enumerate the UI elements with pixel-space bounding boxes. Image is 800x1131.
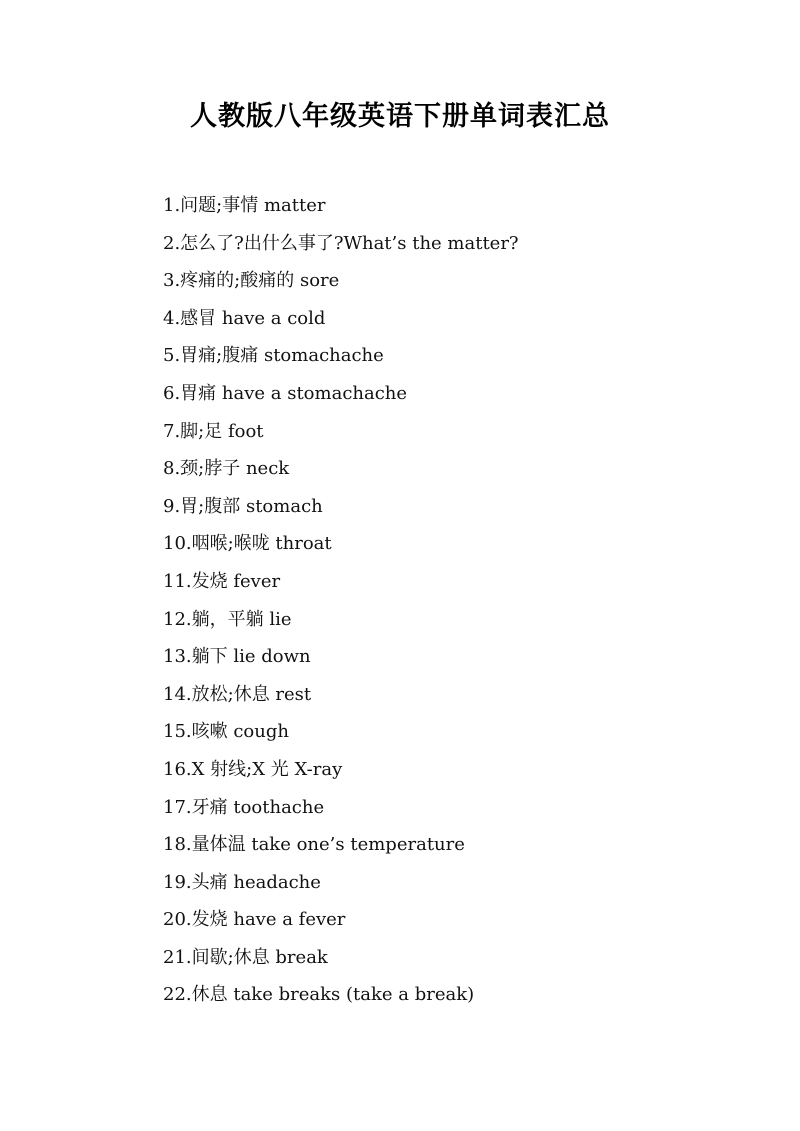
vocab-entry: 18.量体温 take one’s temperature [163, 834, 465, 856]
vocab-entry: 2.怎么了?出什么事了?What’s the matter? [163, 232, 519, 254]
vocab-entry: 12.躺，平躺 lie [163, 608, 292, 630]
vocab-entry: 8.颈;脖子 neck [163, 458, 290, 480]
vocab-entry: 19.头痛 headache [163, 871, 321, 893]
vocab-entry: 11.发烧 fever [163, 570, 281, 592]
vocabulary-list [163, 187, 519, 1014]
vocab-entry: 17.牙痛 toothache [163, 796, 325, 818]
vocab-entry: 4.感冒 have a cold [163, 307, 326, 329]
vocab-entry: 3.疼痛的;酸痛的 sore [163, 270, 340, 292]
vocab-entry: 20.发烧 have a fever [163, 909, 346, 931]
document-title: 人教版八年级英语下册单词表汇总 [190, 101, 610, 132]
vocab-entry: 10.咽喉;喉咙 throat [163, 533, 332, 555]
vocab-entry: 22.休息 take breaks (take a break) [163, 984, 475, 1006]
vocab-entry: 5.胃痛;腹痛 stomachache [163, 345, 384, 367]
vocab-entry: 13.躺下 lie down [163, 646, 311, 668]
vocab-entry: 7.脚;足 foot [163, 420, 264, 442]
vocab-entry: 14.放松;休息 rest [163, 683, 312, 705]
vocab-entry: 15.咳嗽 cough [163, 721, 289, 743]
vocab-entry: 6.胃痛 have a stomachache [163, 382, 408, 404]
vocab-entry: 9.胃;腹部 stomach [163, 495, 323, 517]
vocab-entry: 1.问题;事情 matter [163, 195, 326, 216]
vocab-entry: 21.间歇;休息 break [163, 946, 328, 968]
vocab-entry: 16.X 射线;X 光 X-ray [163, 758, 343, 780]
